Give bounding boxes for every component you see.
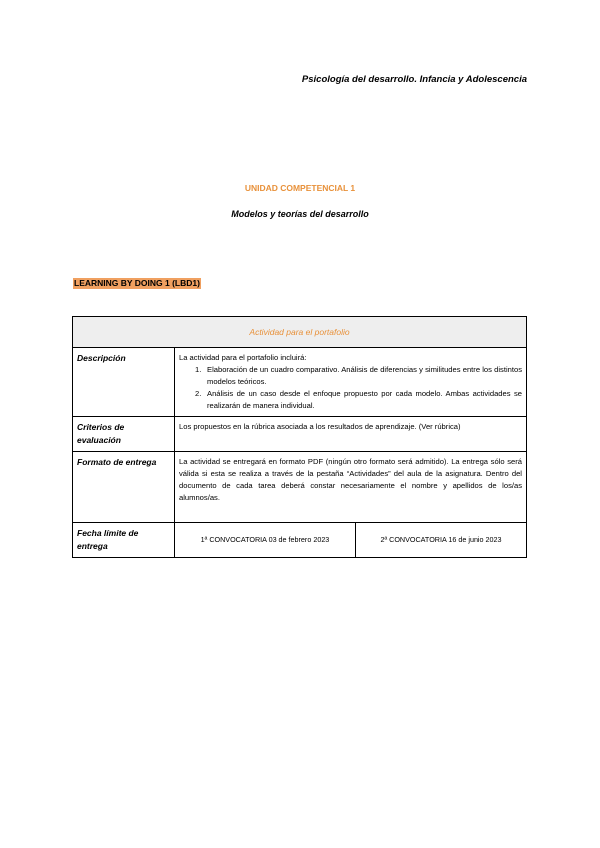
convocatoria-2: 2ª CONVOCATORIA 16 de junio 2023 [356,523,527,558]
list-item-number: 2. [195,389,202,398]
unit-title: UNIDAD COMPETENCIAL 1 [244,183,356,193]
table-heading-row [73,317,527,348]
activity-table [72,316,527,558]
list-item-text: Elaboración de un cuadro comparativo. Análisis de diferencias y similitudes entre los distintos modelos teóricos. [207,365,522,386]
table-row-descripcion [73,348,527,417]
list-item-text: Análisis de un caso desde el enfoque propuesto por cada modelo. Ambas actividades se realizarán de manera individual. [207,389,522,410]
section-label: LEARNING BY DOING 1 (LBD1) [74,278,200,288]
row-label-descripcion: Descripción [73,348,175,417]
row-label-formato: Formato de entrega [73,452,175,523]
row-content-descripcion [175,348,527,417]
row-label-criterios: Criterios de evaluación [73,417,175,452]
list-item [179,388,522,412]
list-item [179,364,522,388]
table-row-formato [73,452,527,523]
table-row-fecha [73,523,527,558]
unit-subtitle: Modelos y teorías del desarrollo [231,209,369,219]
row-content-criterios: Los propuestos en la rúbrica asociada a los resultados de aprendizaje. (Ver rúbrica) [175,417,527,452]
table-row-criterios [73,417,527,452]
table-heading: Actividad para el portafolio [73,317,527,348]
document-header-title: Psicología del desarrollo. Infancia y Adolescencia [301,74,527,85]
row-label-fecha: Fecha límite de entrega [73,523,175,558]
row-content-formato: La actividad se entregará en formato PDF (ningún otro formato será admitido). La entrega sólo será válida si esta se realiza a través de la pestaña “Actividades” del aula de la asignatura. Dentro del documento de cada tarea deberá constar necesariamente el nombre y apellidos de los/as alumnos/as. [175,452,527,523]
descripcion-list [179,364,522,412]
convocatoria-1: 1ª CONVOCATORIA 03 de febrero 2023 [175,523,356,558]
list-item-number: 1. [195,365,202,374]
descripcion-intro: La actividad para el portafolio incluirá: [179,353,307,362]
